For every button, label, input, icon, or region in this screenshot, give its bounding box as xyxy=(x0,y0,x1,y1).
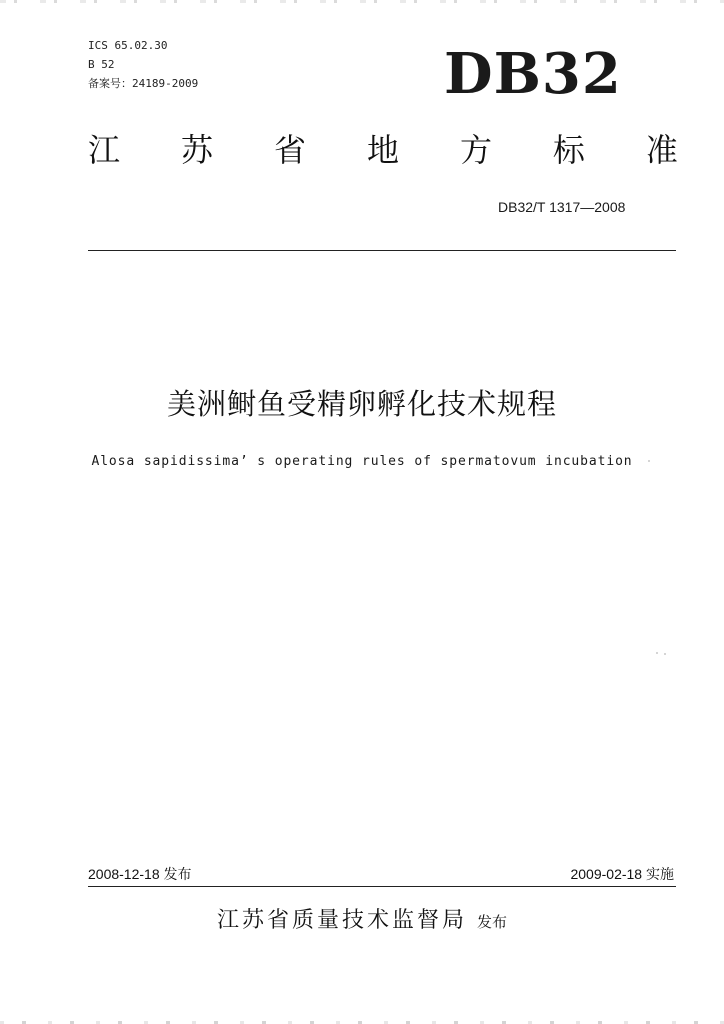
bottom-divider xyxy=(88,886,676,887)
db32-logo: DB32 xyxy=(444,41,622,107)
issue-date: 2008-12-18 发布 xyxy=(88,866,192,882)
title-chinese: 美洲鲥鱼受精卵孵化技术规程 xyxy=(166,387,557,421)
classification-block xyxy=(88,36,198,93)
standard-type-char: 苏 xyxy=(180,131,213,169)
standard-type-heading xyxy=(88,130,678,170)
issuer-name: 江苏省质量技术监督局 xyxy=(216,908,467,933)
standard-type-char: 省 xyxy=(273,131,306,169)
standard-number: DB32/T 1317—2008 xyxy=(498,199,626,215)
standard-type-char: 江 xyxy=(88,131,121,169)
issuer-line xyxy=(0,905,724,938)
standard-type-char: 标 xyxy=(552,131,585,169)
standard-type-char: 方 xyxy=(459,131,492,169)
standard-type-char: 地 xyxy=(366,131,399,169)
standard-type-char: 准 xyxy=(645,131,678,169)
scan-speck xyxy=(648,460,650,462)
ccs-code: B 52 xyxy=(88,58,115,71)
scan-speck xyxy=(664,653,666,655)
scan-speck xyxy=(656,652,658,654)
issuer-action: 发布 xyxy=(477,913,508,931)
filing-number: 备案号：24189-2009 xyxy=(88,77,199,90)
scan-artifact-top xyxy=(0,0,724,3)
title-english: Alosa sapidissima’ s operating rules of spermatovum incubation xyxy=(91,454,633,469)
implementation-date: 2009-02-18 实施 xyxy=(570,866,674,882)
ics-code: ICS 65.02.30 xyxy=(88,39,168,52)
top-divider xyxy=(88,250,676,251)
